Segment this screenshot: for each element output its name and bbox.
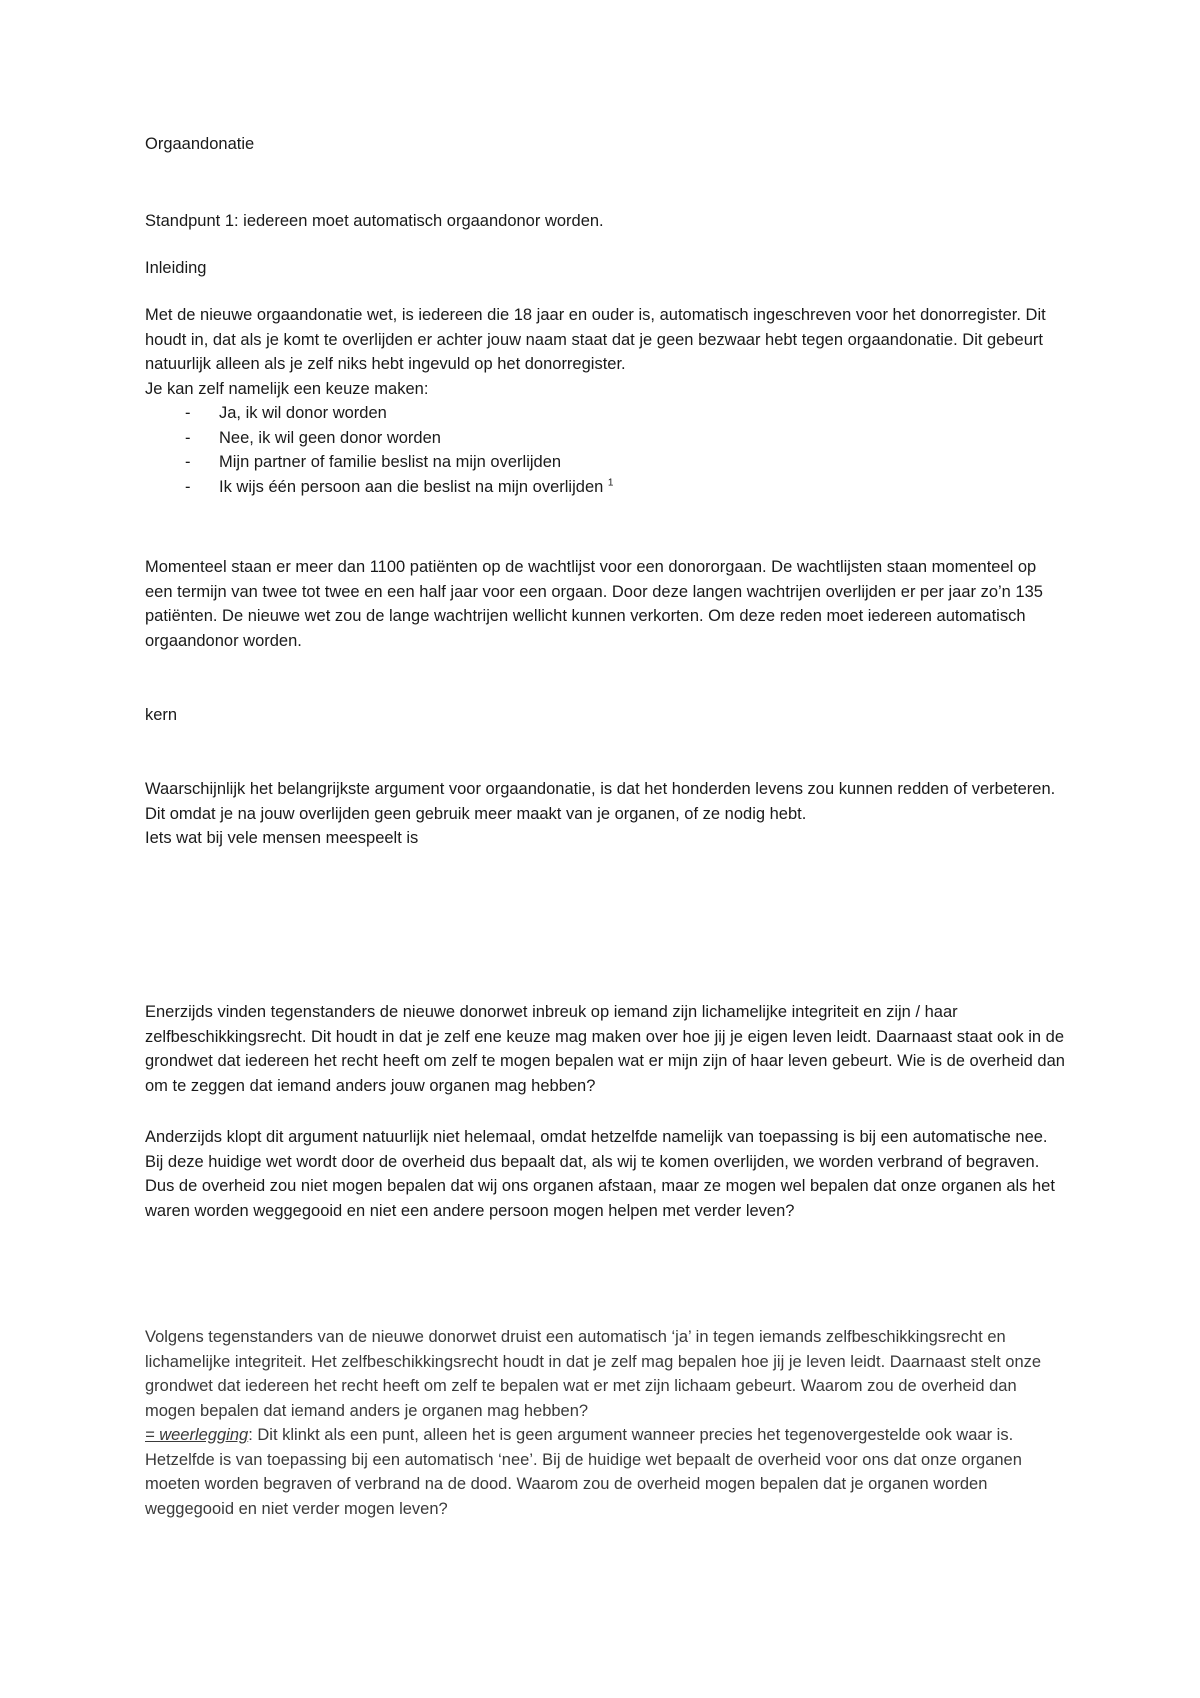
core-paragraph-continued: Iets wat bij vele mensen meespeelt is [145,829,419,847]
core-section [145,777,1065,851]
document-title: Orgaandonatie [145,135,255,153]
list-item [145,426,1065,451]
intro-section [145,303,1065,499]
footnote-marker: 1 [607,477,614,488]
intro-paragraph: Met de nieuwe orgaandonatie wet, is iedereen die 18 jaar en ouder is, automatisch ingeschreven voor het donorregister. Dit houdt in, dat als je komt te overlijden er achter jouw naam staat dat je geen bezwaar hebt tegen orgaandonatie. Dit gebeurt natuurlijk alleen als je zelf niks hebt ingevuld op het donorregister. [145,306,1046,373]
opponents-paragraph: Volgens tegenstanders van de nieuwe donorwet druist een automatisch ‘ja’ in tegen iemands zelfbeschikkingsrecht en lichamelijke integriteit. Het zelfbeschikkingsrecht houdt in dat je zelf mag bepalen hoe jij je leven leidt. Daarnaast stelt onze grondwet dat iedereen het recht heeft om zelf te bepalen wat er met zijn lichaam gebeurt. Waarom zou de overheid dan mogen bepalen dat iemand anders je organen mag hebben? [145,1328,1042,1420]
intro-heading: Inleiding [145,259,207,277]
opponents-section [145,1325,1065,1521]
bullet-dash: - [185,453,191,471]
standpoint-heading: Standpunt 1: iedereen moet automatisch orgaandonor worden. [145,212,604,230]
list-item [145,401,1065,426]
choice-text: Nee, ik wil geen donor worden [219,428,441,447]
rebuttal-paragraph [145,1423,1065,1521]
core-paragraph: Waarschijnlijk het belangrijkste argument voor orgaandonatie, is dat het honderden levens zou kunnen redden of verbeteren. Dit omdat je na jouw overlijden geen gebruik meer maakt van je organen, of ze nodig hebt. [145,780,1056,823]
bullet-dash: - [185,428,191,447]
list-item [145,475,1065,500]
waitlist-paragraph: Momenteel staan er meer dan 1100 patiënten op de wachtlijst voor een donororgaan. De wachtlijsten staan momenteel op een termijn van twee tot twee en een half jaar voor een orgaan. Door deze langen wachtrijen overlijden er per jaar zo’n 135 patiënten. De nieuwe wet zou de lange wachtrijen wellicht kunnen verkorten. Om deze reden moet iedereen automatisch orgaandonor worden. [145,558,1043,650]
bullet-dash: - [185,477,191,496]
counter-paragraph-1: Enerzijds vinden tegenstanders de nieuwe donorwet inbreuk op iemand zijn lichamelijke integriteit en zijn / haar zelfbeschikkingsrecht. Dit houdt in dat je zelf ene keuze mag maken over hoe jij je eigen leven leidt. Daarnaast staat ook in de grondwet dat iedereen het recht heeft om zelf te mogen bepalen wat er mijn zijn of haar leven gebeurt. Wie is de overheid dan om te zeggen dat iemand anders jouw organen mag hebben? [145,1003,1065,1095]
choice-text: Mijn partner of familie beslist na mijn overlijden [219,453,562,471]
choice-list [145,401,1065,499]
core-heading: kern [145,706,178,724]
list-item [145,450,1065,475]
rebuttal-text: : Dit klinkt als een punt, alleen het is geen argument wanneer precies het tegenovergestelde ook waar is. Hetzelfde is van toepassing bij een automatisch ‘nee’. Bij de huidige wet bepaalt de overheid voor ons dat onze organen moeten worden begraven of verbrand na de dood. Waarom zou de overheid mogen bepalen dat je organen worden weggegooid en niet verder mogen leven? [145,1426,1022,1518]
choice-text: Ja, ik wil donor worden [219,404,387,422]
bullet-dash: - [185,404,191,422]
counter-paragraph-2: Anderzijds klopt dit argument natuurlijk niet helemaal, omdat hetzelfde namelijk van toepassing is bij een automatische nee. Bij deze huidige wet wordt door de overheid dus bepaalt dat, als wij te komen overlijden, we worden verbrand of begraven. Dus de overheid zou niet mogen bepalen dat wij ons organen afstaan, maar ze mogen wel bepalen dat onze organen als het waren worden weggegooid en niet een andere persoon mogen helpen met verder leven? [145,1128,1055,1220]
choice-text: Ik wijs één persoon aan die beslist na mijn overlijden [219,477,604,496]
rebuttal-label: = weerlegging [145,1426,249,1444]
choice-intro: Je kan zelf namelijk een keuze maken: [145,379,429,398]
